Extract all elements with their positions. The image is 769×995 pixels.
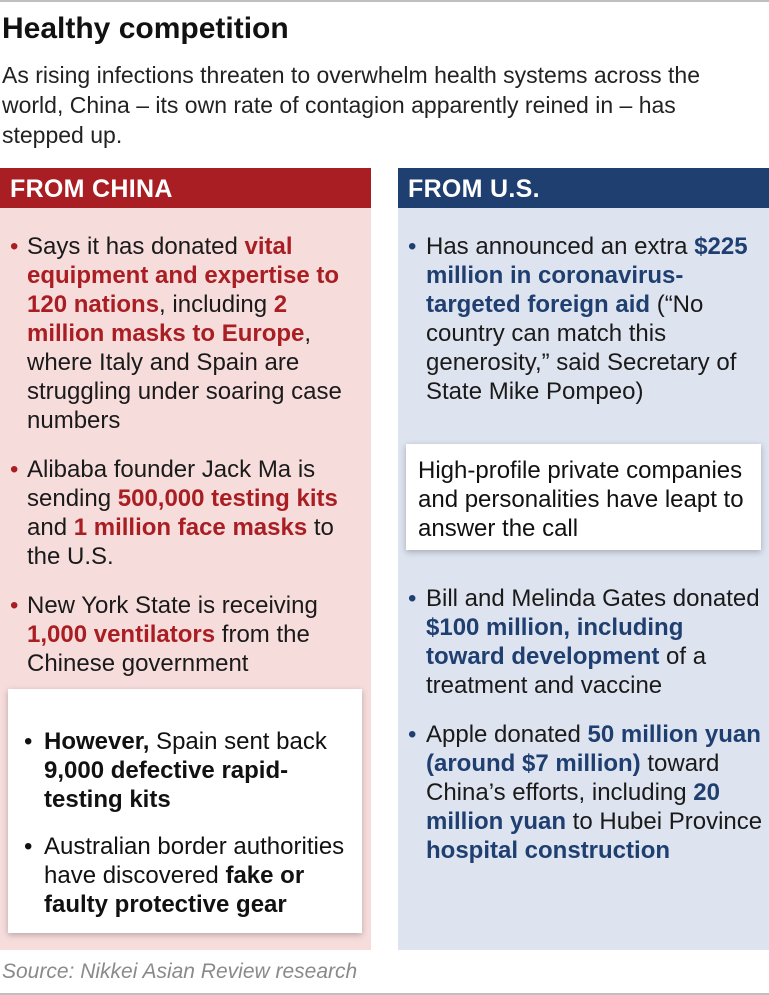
page-title: Healthy competition [2,12,289,45]
highlight-text: vital equipment and expertise to 120 nations [27,233,340,318]
highlight-text: 1,000 ventilators [27,621,216,648]
item-text: Alibaba founder Jack Ma is sending [27,456,316,512]
highlight-text: 20 million yuan [426,779,720,835]
china-item-jack-ma [0,455,371,571]
highlight-text: $100 million, including toward development [426,614,684,670]
china-caveat-australia [8,832,354,919]
us-item-apple [398,720,769,865]
item-text: New York State is receiving [27,592,318,619]
us-private-box: High-profile private companies and personalities have leapt to answer the call [406,444,761,550]
highlight-text: 2 million masks to Europe [27,291,305,347]
bullet-icon: • [408,721,417,748]
china-caveat-list [8,703,354,919]
item-text: of a treatment and vaccine [426,643,707,699]
item-text: , where Italy and Spain are struggling under soaring case numbers [27,320,342,434]
us-item-foreign-aid [398,232,769,406]
china-item-donations [0,232,371,435]
item-text: Australian border authorities have discovered [44,833,345,889]
highlight-text: 50 million yuan (around $7 million) [426,721,761,777]
source-note: Source: Nikkei Asian Review research [2,960,358,983]
highlight-text: 500,000 testing kits [117,485,338,512]
us-private-list [398,584,769,865]
item-text: Has announced an extra [426,233,695,260]
item-text: to the U.S. [27,514,334,570]
china-column [0,168,371,950]
us-list [398,208,769,406]
us-column-header: FROM U.S. [398,168,769,208]
bullet-icon: • [408,585,417,612]
item-text: and [27,514,74,541]
item-text: Spain sent back [149,728,327,755]
item-text: (“No country can match this generosity,” said Secretary of State Mike Pompeo) [426,291,737,405]
highlight-text: 9,000 defective rapid-testing kits [44,757,289,813]
highlight-text: hospital construction [426,837,671,864]
china-item-new-york [0,591,371,678]
china-column-header: FROM CHINA [0,168,371,208]
bullet-icon: • [24,833,33,860]
us-column [398,168,769,950]
item-text: Says it has donated [27,233,245,260]
top-rule [0,0,769,2]
china-caveat-box [8,689,362,933]
item-text: Bill and Melinda Gates donated [426,585,760,612]
china-caveat-spain [8,727,354,814]
item-text: from the Chinese government [27,621,310,677]
bullet-icon: • [10,233,19,260]
china-list [0,208,371,678]
bullet-icon: • [24,728,33,755]
bullet-icon: • [10,456,19,483]
us-item-gates [398,584,769,700]
highlight-text: 1 million face masks [73,514,308,541]
item-text: toward China’s efforts, including [426,750,720,806]
page-subtitle: As rising infections threaten to overwhelm health systems across the world, China – its own rate of contagion apparently reined in – has stepped up. [2,62,700,148]
bullet-icon: • [10,592,19,619]
item-text: Apple donated [426,721,588,748]
item-text: to Hubei Province [566,808,763,835]
highlight-text: $225 million in coronavirus-targeted foreign aid [426,233,748,318]
highlight-text: However, [44,728,150,755]
bullet-icon: • [408,233,417,260]
highlight-text: fake or faulty protective gear [44,862,305,918]
item-text: , including [159,291,274,318]
